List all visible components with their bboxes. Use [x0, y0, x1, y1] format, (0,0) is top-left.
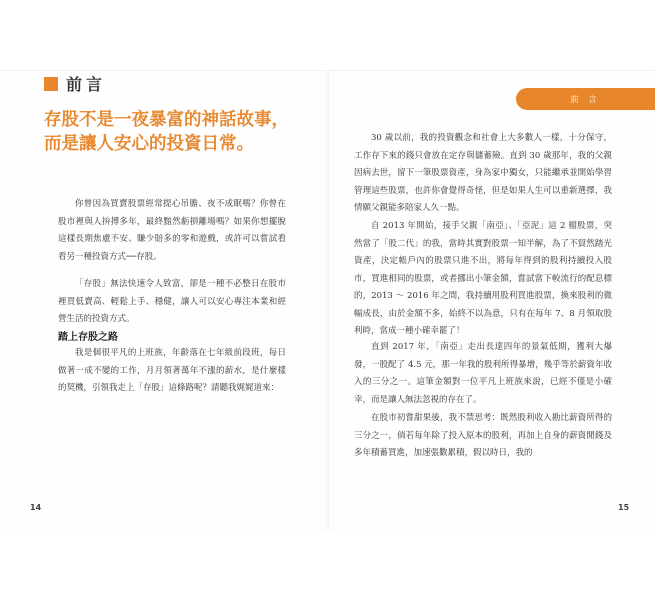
subheading: 踏上存股之路: [58, 332, 118, 343]
section-heading: [44, 72, 106, 95]
right-paragraph-4: [354, 410, 612, 463]
paragraph-text: 我是個很平凡的上班族，年齡落在七年級前段班，每日做著一成不變的工作，月月領著萬年不漲的薪水，是什麼樣的契機，引領我走上「存股」這條路呢？請聽我娓娓道來：: [58, 348, 286, 393]
paragraph-text: 你曾因為買賣股票經常提心吊膽、夜不成眠嗎？你曾在股市裡與人拚搏多年，最終黯然虧損離場嗎？如果你想擺脫這樣長期焦慮不安、賺少賠多的零和遊戲，或許可以嘗試看看另一種投資方式──存股。: [58, 199, 286, 262]
page-number-left: 14: [30, 503, 42, 512]
headline-line-2: 而是讓人安心的投資日常。: [44, 134, 254, 154]
right-paragraph-1: [354, 130, 612, 218]
right-paragraph-3: [354, 339, 612, 409]
book-gutter: [326, 70, 329, 530]
headline: [44, 108, 304, 156]
right-paragraph-2: [354, 218, 612, 341]
headline-line-1: 存股不是一夜暴富的神話故事，: [44, 110, 289, 130]
orange-square-icon: [44, 77, 58, 91]
paragraph-text: 在股市初嘗甜果後，我不禁思考：既然股利收入勘比薪資所得的三分之一，倘若每年除了投入原本的股利，再加上自身的薪資閒錢及多年積蓄買進，加速張數累積，假以時日，我的: [354, 413, 612, 458]
left-paragraph-3: [58, 345, 286, 398]
paragraph-text: 「存股」無法快速令人致富，卻是一種不必整日在股市裡買低賣高、輕鬆上手、穩健，讓人可以安心專注本業和經營生活的投資方式。: [58, 279, 286, 324]
left-paragraph-2: [58, 276, 286, 329]
running-head-tab: [516, 88, 655, 110]
section-title: 前言: [66, 75, 107, 94]
paragraph-text: 30 歲以前，我的投資觀念和社會上大多數人一樣，十分保守，工作存下來的錢只會放在定存與儲蓄險。直到 30 歲那年，我的父親因病去世，留下一筆股票資產，身為家中獨女，只能繼承並開始學習管理這些股票，也許你會覺得奇怪，但是如果人生可以重新選擇，我情願父親能多陪家人久一點。: [354, 133, 612, 213]
paragraph-text: 直到 2017 年，「南亞」走出長達四年的景氣低期，獲利大爆發，一股配了 4.5 元，那一年我的股利所得暴增，幾乎等於薪資年收入的三分之一。這筆金額對一位平凡上班族來說，已經不僅是小確幸，而是讓人無法忽視的存在了。: [354, 342, 612, 405]
left-paragraph-1: [58, 196, 286, 266]
page-number-right: 15: [618, 503, 630, 512]
paragraph-text: 自 2013 年開始，接手父親「南亞」、「亞泥」這 2 檔股票，突然當了「股二代」的我，當時其實對股票一知半解，為了不貿然踏光資產，決定帳戶內的股票只進不出，將每年得到的股利持續投入股市，買進相同的股票，或者挪出小筆金額，嘗試當下較流行的配息標的，2013 ～ 2016 年之間，我持續用股利買進股票，換來股利的微幅成長，由於金額不多，始終不以為意，只有在每年 7、8 月領取股利時，當成一種小確幸罷了！: [354, 221, 612, 336]
running-head: 前言: [570, 94, 607, 104]
